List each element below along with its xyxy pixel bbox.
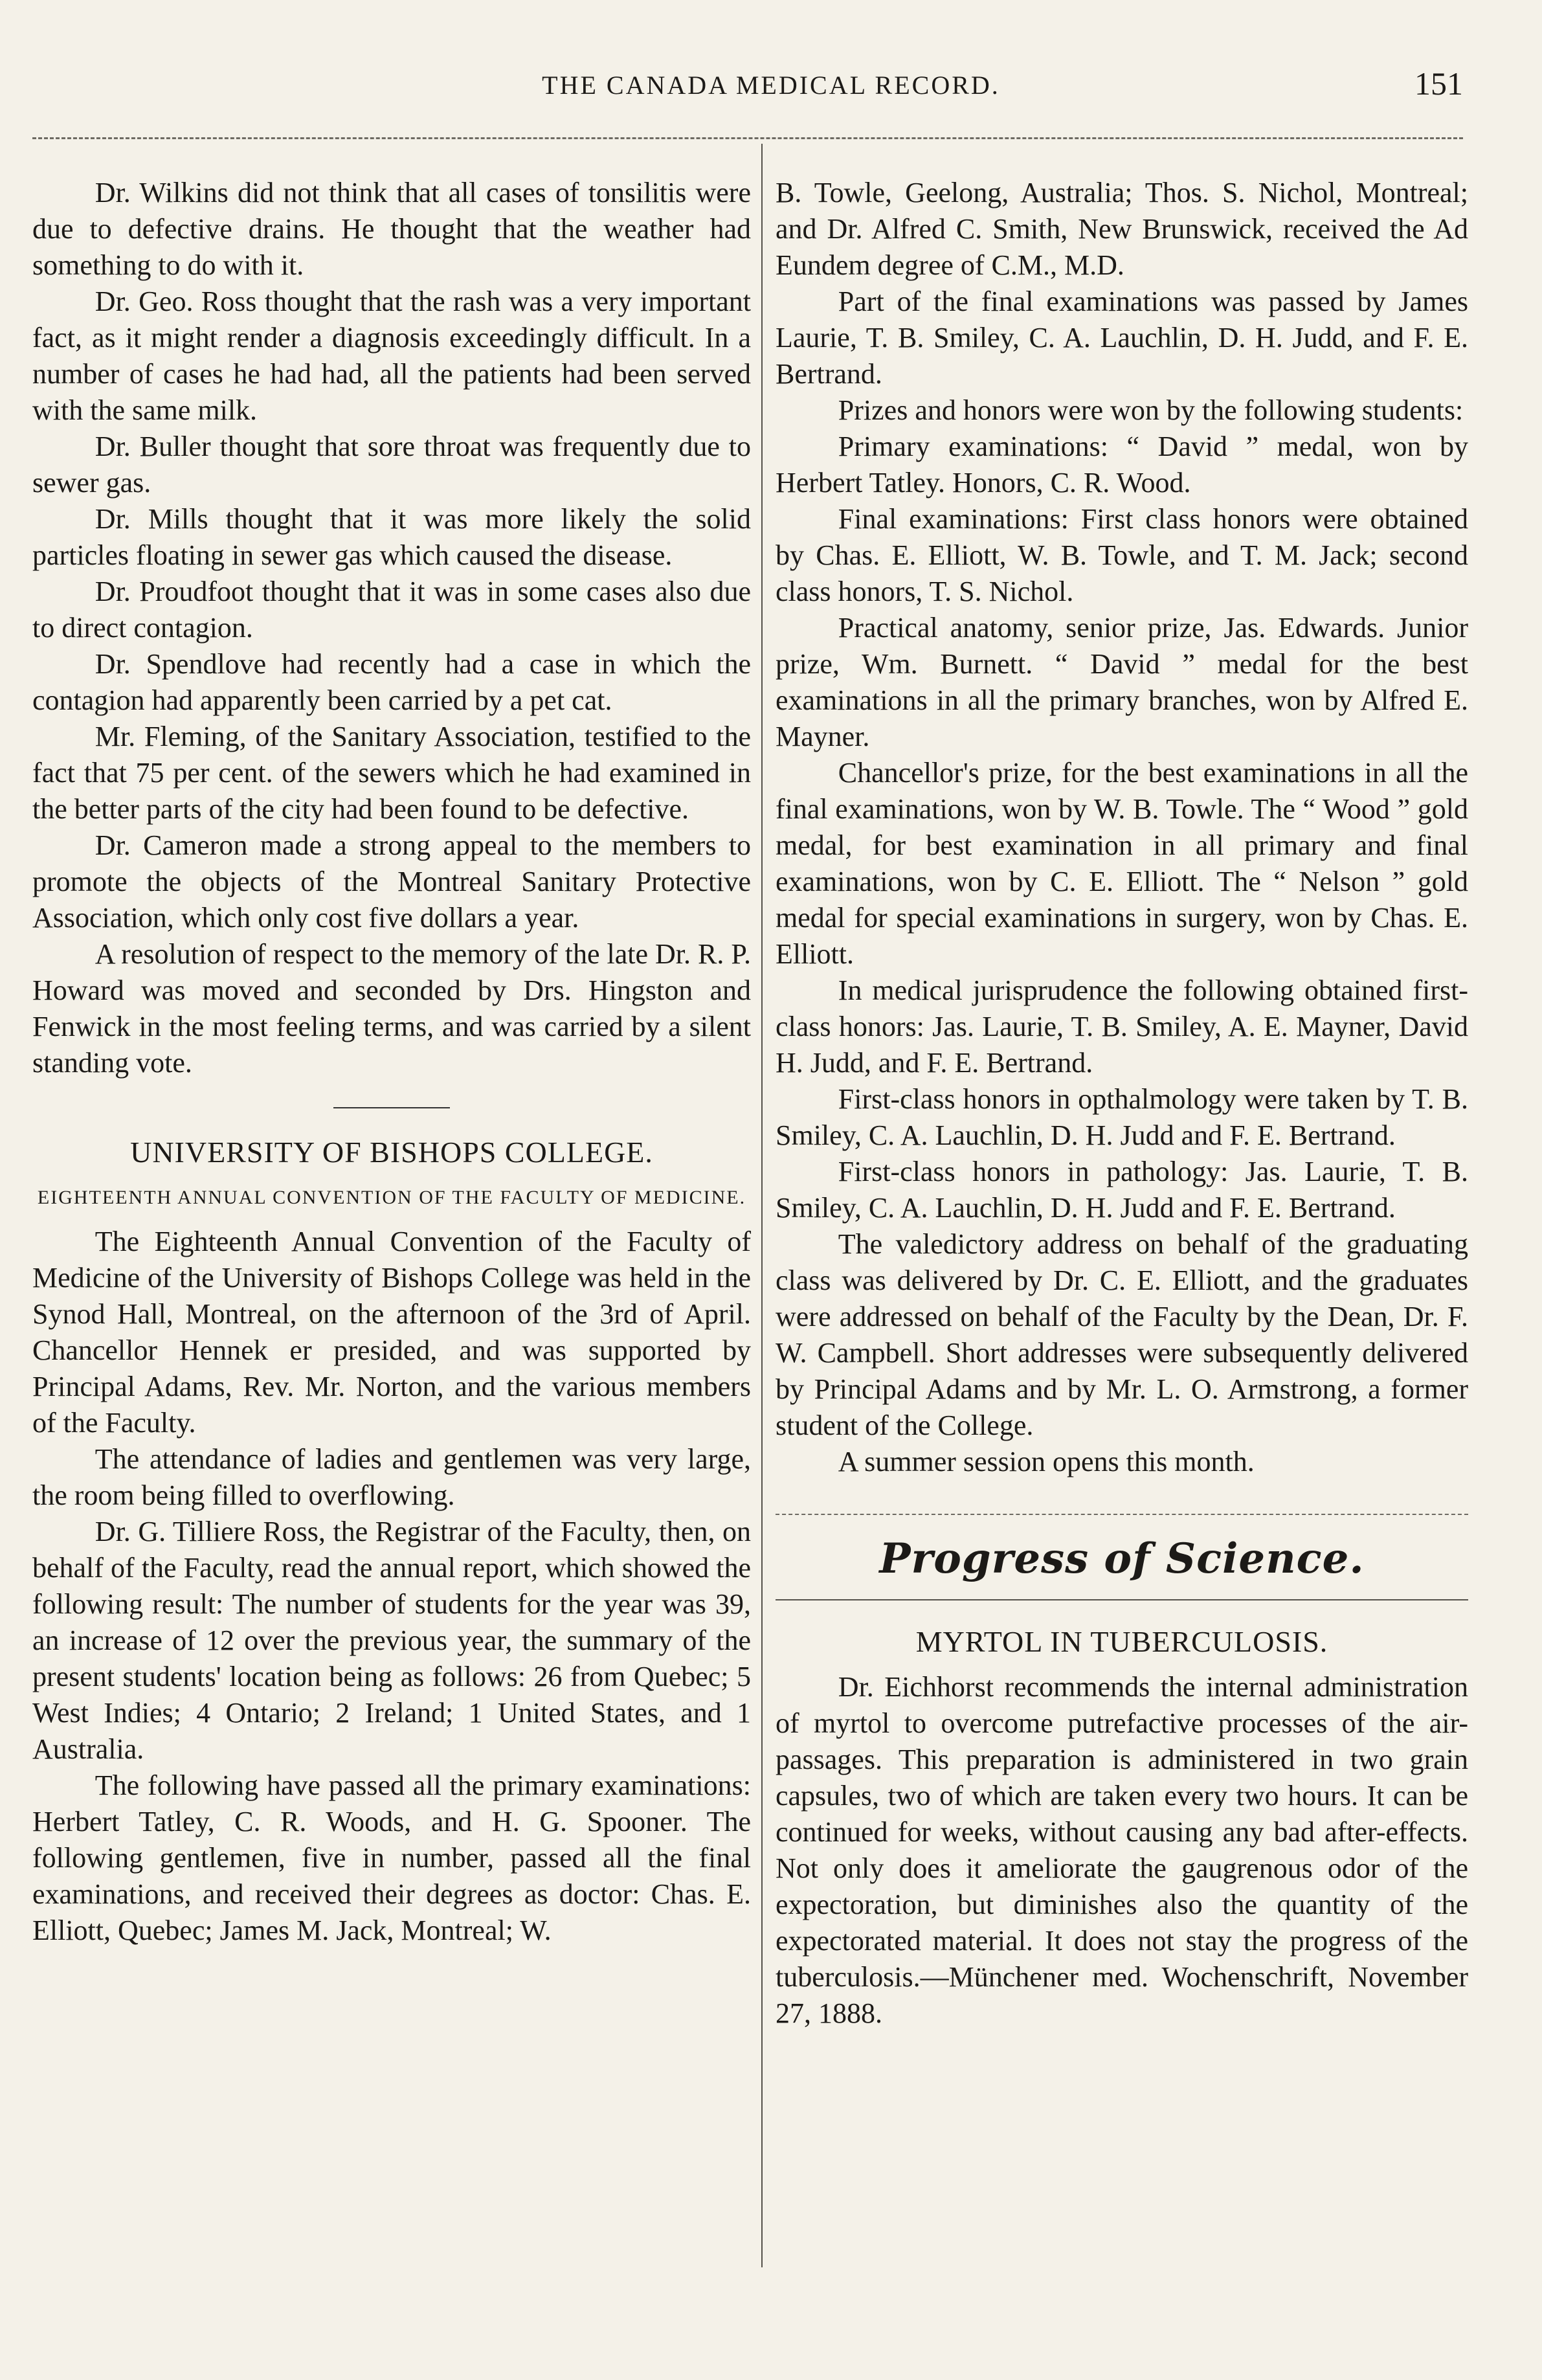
column-divider <box>761 144 763 2267</box>
discussion-paragraph: Dr. Geo. Ross thought that the rash was a very important fact, as it might render a diagnosis exceedingly difficult. In a number of cases he had had, all the patients had been served with the same milk. <box>32 286 751 426</box>
section-paragraph: The Eighteenth Annual Convention of the Faculty of Medicine of the University of Bishops College was held in the Synod Hall, Montreal, on the afternoon of the 3rd of April. Chancellor Hennek er presided, and was supported by Principal Adams, Rev. Mr. Norton, and the various members of the Faculty. <box>32 1226 751 1439</box>
section-separator <box>333 1107 450 1108</box>
continued-paragraph: Prizes and honors were won by the following students: <box>838 394 1464 426</box>
continued-paragraph: Primary examinations: “ David ” medal, won by Herbert Tatley. Honors, C. R. Wood. <box>776 431 1468 499</box>
continued-paragraph: First-class honors in pathology: Jas. Laurie, T. B. Smiley, C. A. Lauchlin, D. H. Judd and F. E. Bertrand. <box>776 1156 1468 1224</box>
section-title: UNIVERSITY OF BISHOPS COLLEGE. <box>130 1136 653 1169</box>
continued-paragraph: B. Towle, Geelong, Australia; Thos. S. Nichol, Montreal; and Dr. Alfred C. Smith, New Brunswick, received the Ad Eundem degree of C.M., M.D. <box>776 177 1468 281</box>
header-rule <box>32 137 1463 139</box>
department-heading: Progress of Science. <box>879 1534 1365 1583</box>
continued-paragraph: In medical jurisprudence the following obtained first-class honors: Jas. Laurie, T. B. Smiley, A. E. Mayner, David H. Judd, and F. E. Bertrand. <box>776 974 1468 1079</box>
discussion-paragraph: Dr. Spendlove had recently had a case in which the contagion had apparently been carried by a pet cat. <box>32 648 751 716</box>
department-rule <box>776 1599 1468 1600</box>
discussion-paragraph: Dr. Buller thought that sore throat was frequently due to sewer gas. <box>32 431 751 499</box>
section-paragraph: Dr. G. Tilliere Ross, the Registrar of the Faculty, then, on behalf of the Faculty, read the annual report, which showed the following result: The number of students for the year was 39, an increase of 12 over the previous year, the summary of the present students' location being as follows: 26 from Quebec; 5 West Indies; 4 Ontario; 2 Ireland; 1 United States, and 1 Australia. <box>32 1516 751 1765</box>
continued-paragraph: Chancellor's prize, for the best examinations in all the final examinations, won by W. B. Towle. The “ Wood ” gold medal, for best examination in all primary and final examinations, won by C. E. Elliott. The “ Nelson ” gold medal for special examinations in surgery, won by Chas. E. Elliott. <box>776 757 1468 970</box>
right-column <box>776 175 1468 2032</box>
page-number: 151 <box>1414 65 1463 102</box>
article-paragraph: Dr. Eichhorst recommends the internal administration of myrtol to overcome putrefactive processes of the air-passages. This preparation is administered in two grain capsules, two of which are taken every two hours. It can be continued for weeks, without causing any bad after-effects. Not only does it ameliorate the gaugrenous odor of the expectoration, but diminishes also the quantity of the expectorated material. It does not stay the progress of the tuberculosis.—Münchener med. Wochenschrift, November 27, 1888. <box>776 1671 1468 2029</box>
discussion-paragraph: Dr. Mills thought that it was more likely the solid particles floating in sewer gas which caused the disease. <box>32 503 751 571</box>
continued-paragraph: Practical anatomy, senior prize, Jas. Edwards. Junior prize, Wm. Burnett. “ David ” medal for the best examinations in all the primary branches, won by Alfred E. Mayner. <box>776 612 1468 752</box>
section-paragraph: The following have passed all the primary examinations: Herbert Tatley, C. R. Woods, and H. G. Spooner. The following gentlemen, five in number, passed all the final examinations, and received their degrees as doctor: Chas. E. Elliott, Quebec; James M. Jack, Montreal; W. <box>32 1769 751 1946</box>
section-subtitle: EIGHTEENTH ANNUAL CONVENTION OF THE FACULTY OF MEDICINE. <box>37 1187 746 1208</box>
discussion-paragraph: A resolution of respect to the memory of the late Dr. R. P. Howard was moved and seconded by Drs. Hingston and Fenwick in the most feeling terms, and was carried by a silent standing vote. <box>32 938 751 1079</box>
continued-paragraph: The valedictory address on behalf of the graduating class was delivered by Dr. C. E. Elliott, and the graduates were addressed on behalf of the Faculty by the Dean, Dr. F. W. Campbell. Short addresses were subsequently delivered by Principal Adams and by Mr. L. O. Armstrong, a former student of the College. <box>776 1228 1468 1441</box>
running-title: THE CANADA MEDICAL RECORD. <box>542 71 1000 100</box>
discussion-paragraph: Dr. Proudfoot thought that it was in some cases also due to direct contagion. <box>32 576 751 644</box>
left-column <box>32 175 751 1949</box>
discussion-paragraph: Dr. Wilkins did not think that all cases of tonsilitis were due to defective drains. He thought that the weather had something to do with it. <box>32 177 751 281</box>
section-paragraph: The attendance of ladies and gentlemen was very large, the room being filled to overflowing. <box>32 1443 751 1511</box>
continued-paragraph: Part of the final examinations was passed by James Laurie, T. B. Smiley, C. A. Lauchlin, D. H. Judd, and F. E. Bertrand. <box>776 286 1468 390</box>
continued-paragraph: Final examinations: First class honors were obtained by Chas. E. Elliott, W. B. Towle, and T. M. Jack; second class honors, T. S. Nichol. <box>776 503 1468 607</box>
continued-paragraph: A summer session opens this month. <box>838 1446 1255 1477</box>
article-title: MYRTOL IN TUBERCULOSIS. <box>915 1625 1328 1658</box>
discussion-paragraph: Dr. Cameron made a strong appeal to the members to promote the objects of the Montreal Sanitary Protective Association, which only cost five dollars a year. <box>32 829 751 934</box>
continued-paragraph: First-class honors in opthalmology were taken by T. B. Smiley, C. A. Lauchlin, D. H. Judd and F. E. Bertrand. <box>776 1083 1468 1151</box>
page-header <box>0 65 1542 109</box>
article-end-rule <box>776 1514 1468 1515</box>
discussion-paragraph: Mr. Fleming, of the Sanitary Association, testified to the fact that 75 per cent. of the sewers which he had examined in the better parts of the city had been found to be defective. <box>32 721 751 825</box>
